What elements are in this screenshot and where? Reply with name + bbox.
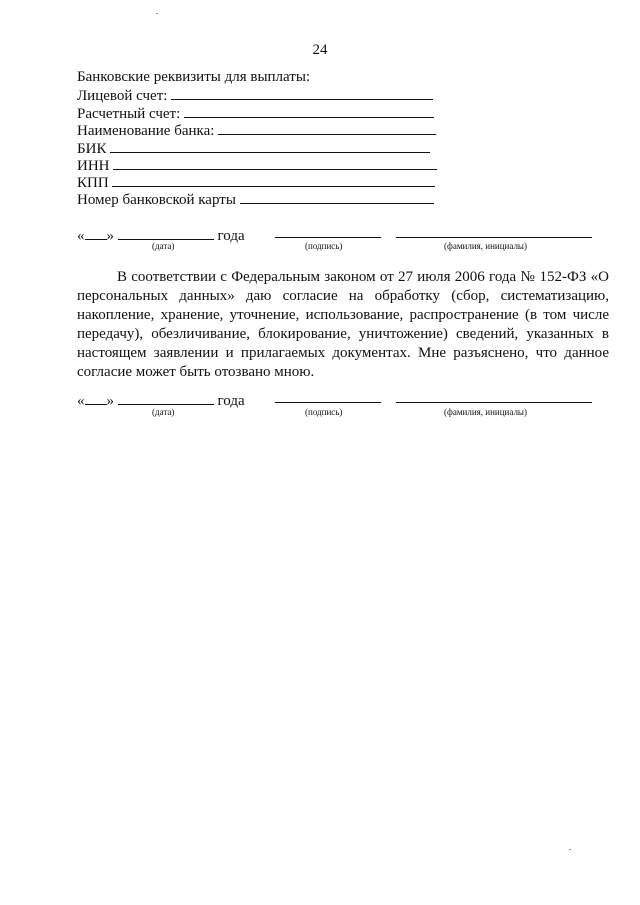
name-line-1[interactable] <box>396 237 592 238</box>
year-word: года <box>217 393 245 409</box>
day-input[interactable] <box>85 391 107 405</box>
consent-text: В соответствии с Федеральным законом от 27 июля 2006 года № 152-ФЗ «О персональных данных» даю согласие на обработку (сбор, систематизацию, накопление, хранение, уточнение, использование, распространение (в том числе передачу), обезличивание, блокирование, уничтожение) сведений, указанных в настоящем заявлении и прилагаемых документах. Мне разъяснено, что данное согласие может быть отозвано мною. <box>77 269 609 380</box>
field-label: КПП <box>77 175 109 191</box>
field-label: Лицевой счет: <box>77 88 168 104</box>
caption-date: (дата) <box>152 241 175 251</box>
date-quote-close: » <box>106 228 114 244</box>
field-personal-account <box>77 86 433 105</box>
name-line-2[interactable] <box>396 402 592 403</box>
field-label: Номер банковской карты <box>77 192 236 208</box>
page-number: 24 <box>312 42 328 58</box>
input-line-kpp[interactable] <box>112 173 435 187</box>
date-quote-close: » <box>106 393 114 409</box>
signature-line-1[interactable] <box>275 237 381 238</box>
input-line-settlement-account[interactable] <box>184 104 434 118</box>
month-input[interactable] <box>118 391 214 405</box>
field-label: Расчетный счет: <box>77 106 181 122</box>
field-card-number <box>77 190 434 209</box>
input-line-inn[interactable] <box>113 156 437 170</box>
input-line-personal-account[interactable] <box>171 86 433 100</box>
date-quote-open: « <box>77 393 85 409</box>
scan-speck <box>156 13 158 14</box>
caption-name: (фамилия, инициалы) <box>444 241 527 251</box>
caption-signature: (подпись) <box>305 407 343 417</box>
field-label: Наименование банка: <box>77 123 215 139</box>
month-input[interactable] <box>118 226 214 240</box>
input-line-bank-name[interactable] <box>218 121 436 135</box>
consent-paragraph <box>77 268 609 382</box>
bank-heading: Банковские реквизиты для выплаты: <box>77 69 311 85</box>
field-label: ИНН <box>77 158 110 174</box>
field-label: БИК <box>77 141 107 157</box>
caption-signature: (подпись) <box>305 241 343 251</box>
input-line-card-number[interactable] <box>240 190 434 204</box>
scan-speck <box>569 849 571 850</box>
date-quote-open: « <box>77 228 85 244</box>
caption-name: (фамилия, инициалы) <box>444 407 527 417</box>
day-input[interactable] <box>85 226 107 240</box>
signature-line-2[interactable] <box>275 402 381 403</box>
field-bank-name <box>77 121 436 140</box>
input-line-bik[interactable] <box>110 139 430 153</box>
caption-date: (дата) <box>152 407 175 417</box>
year-word: года <box>217 228 245 244</box>
